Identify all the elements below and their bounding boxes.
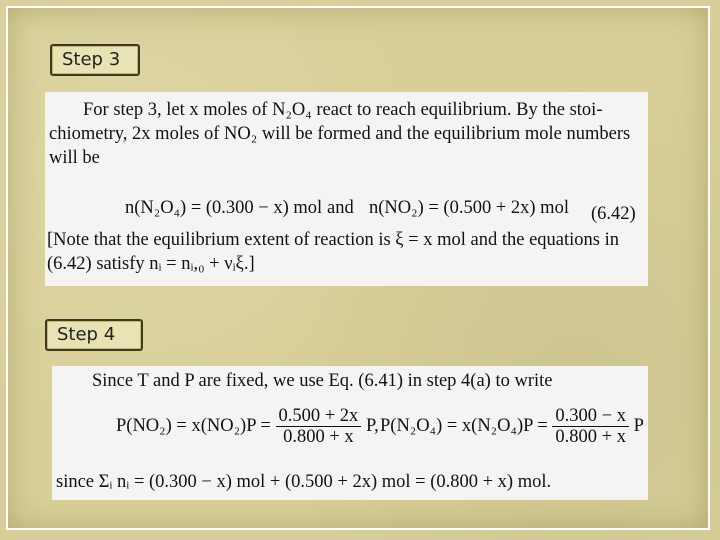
since-sum-line: since Σᵢ nᵢ = (0.300 − x) mol + (0.500 + 2x) mol = (0.800 + x) mol. [56,472,552,492]
fraction-p-n2o4 [552,406,629,447]
equation-p-no2 [116,406,379,447]
note-line-1: [Note that the equilibrium extent of reaction is ξ = x mol and the equations in [47,230,620,250]
step-4-label: Step 4 [45,319,143,351]
equation-n-n2o4: n(N₂O₄) = (0.300 − x) mol [125,198,323,218]
equation-p-n2o4 [380,406,644,447]
fraction-p-no2 [276,406,362,447]
equation-and: and [327,198,354,218]
fraction-p-n2o4-denominator: 0.800 + x [555,427,626,447]
equation-n-no2: n(NO₂) = (0.500 + 2x) mol [369,198,569,218]
equation-p-n2o4-lhs: P(N₂O₄) = x(N₂O₄)P = [380,415,548,436]
step-3-line-1: For step 3, let x moles of N₂O₄ react to reach equilibrium. By the stoi- [83,100,603,120]
equation-p-no2-lhs: P(NO₂) = x(NO₂)P = [116,415,271,436]
equation-p-no2-tail: P, [365,415,379,436]
fraction-p-n2o4-numerator: 0.300 − x [552,406,629,427]
step-3-line-2: chiometry, 2x moles of NO₂ will be formed and the equilibrium mole numbers [49,124,631,144]
step-3-text-excerpt [45,92,648,286]
equation-number-6-42: (6.42) [591,204,636,224]
step-3-label: Step 3 [50,44,140,76]
step-4-line-1: Since T and P are fixed, we use Eq. (6.41) in step 4(a) to write [92,371,553,391]
equation-p-n2o4-tail: P [633,415,644,436]
fraction-p-no2-denominator: 0.800 + x [283,427,354,447]
fraction-p-no2-numerator: 0.500 + 2x [276,406,362,427]
step-3-line-3: will be [49,148,100,168]
step-4-text-excerpt [52,366,648,500]
note-line-2: (6.42) satisfy nᵢ = nᵢ,₀ + νᵢξ.] [47,254,255,274]
